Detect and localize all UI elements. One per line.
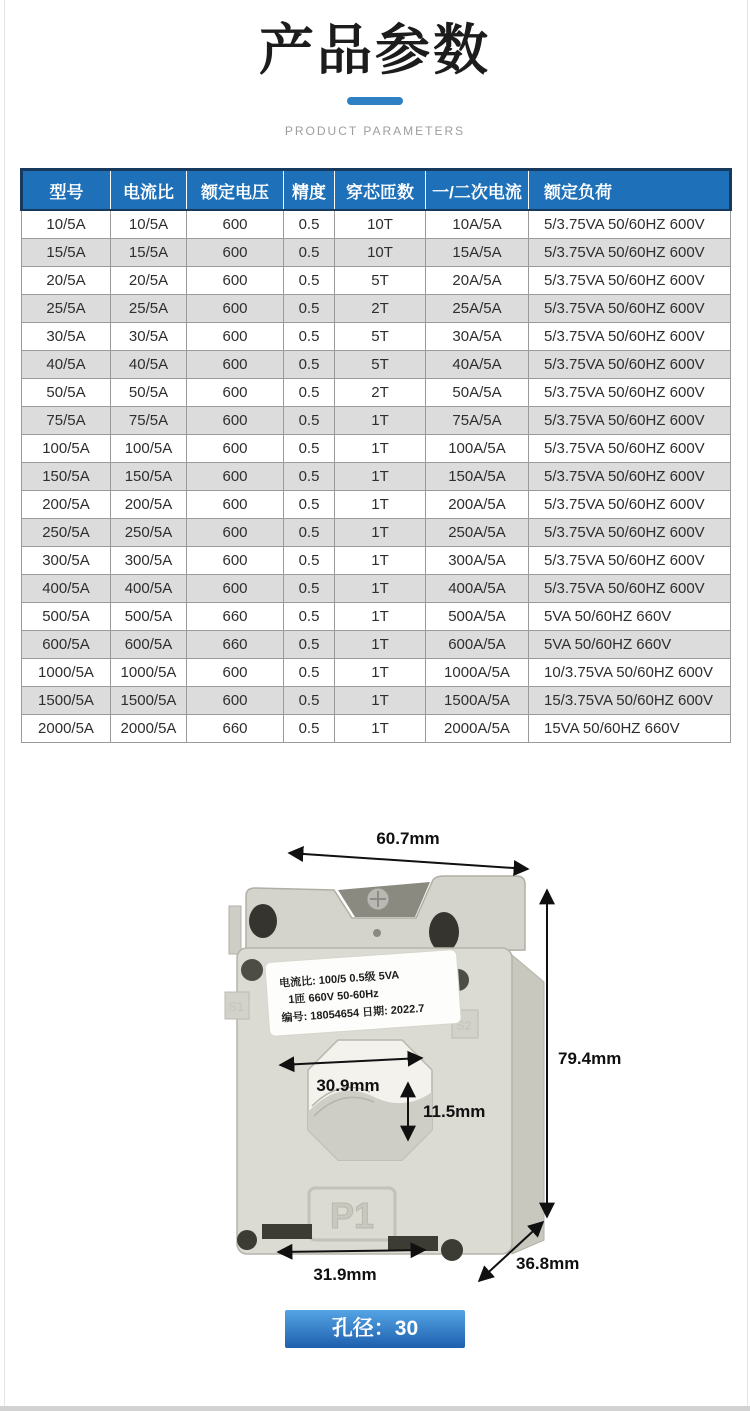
table-cell: 2T bbox=[335, 379, 426, 407]
page-subtitle: PRODUCT PARAMETERS bbox=[284, 124, 466, 138]
table-cell: 1T bbox=[335, 603, 426, 631]
table-cell: 0.5 bbox=[284, 519, 335, 547]
table-cell: 600 bbox=[187, 519, 284, 547]
table-cell: 40A/5A bbox=[426, 351, 529, 379]
table-cell: 250A/5A bbox=[426, 519, 529, 547]
table-cell: 5/3.75VA 50/60HZ 600V bbox=[529, 547, 731, 575]
table-cell: 1T bbox=[335, 491, 426, 519]
foot-hole-left bbox=[237, 1230, 257, 1250]
title-underline bbox=[347, 97, 403, 105]
table-cell: 5/3.75VA 50/60HZ 600V bbox=[529, 295, 731, 323]
table-cell: 600 bbox=[187, 407, 284, 435]
table-cell: 0.5 bbox=[284, 547, 335, 575]
table-cell: 10T bbox=[335, 239, 426, 267]
table-cell: 200/5A bbox=[111, 491, 187, 519]
table-cell: 50/5A bbox=[22, 379, 111, 407]
table-cell: 1000/5A bbox=[111, 659, 187, 687]
table-cell: 50A/5A bbox=[426, 379, 529, 407]
table-row bbox=[22, 575, 731, 603]
table-cell: 500A/5A bbox=[426, 603, 529, 631]
table-cell: 10/3.75VA 50/60HZ 600V bbox=[529, 659, 731, 687]
table-row bbox=[22, 631, 731, 659]
table-row bbox=[22, 687, 731, 715]
table-cell: 100/5A bbox=[111, 435, 187, 463]
table-cell: 400/5A bbox=[111, 575, 187, 603]
table-cell: 30/5A bbox=[111, 323, 187, 351]
table-cell: 10/5A bbox=[22, 210, 111, 239]
table-row bbox=[22, 547, 731, 575]
table-cell: 20A/5A bbox=[426, 267, 529, 295]
table-cell: 300/5A bbox=[22, 547, 111, 575]
aperture-badge: 孔径：30 bbox=[285, 1310, 465, 1348]
clamp-opening-right bbox=[429, 912, 459, 952]
table-row bbox=[22, 435, 731, 463]
table-cell: 20/5A bbox=[22, 267, 111, 295]
table-cell: 0.5 bbox=[284, 323, 335, 351]
table-cell: 0.5 bbox=[284, 659, 335, 687]
spec-table-container bbox=[20, 168, 729, 743]
table-cell: 1T bbox=[335, 715, 426, 743]
table-cell: 0.5 bbox=[284, 407, 335, 435]
table-cell: 5/3.75VA 50/60HZ 600V bbox=[529, 491, 731, 519]
arrow-width-top bbox=[289, 853, 528, 869]
table-row bbox=[22, 659, 731, 687]
table-cell: 660 bbox=[187, 631, 284, 659]
table-cell: 600 bbox=[187, 351, 284, 379]
side-tab-left bbox=[229, 906, 241, 954]
table-cell: 0.5 bbox=[284, 715, 335, 743]
table-cell: 200A/5A bbox=[426, 491, 529, 519]
dim-width-top: 60.7mm bbox=[376, 829, 440, 848]
table-cell: 5T bbox=[335, 267, 426, 295]
dim-height-right: 79.4mm bbox=[558, 1049, 622, 1068]
dim-bottom-width: 31.9mm bbox=[313, 1265, 377, 1284]
table-cell: 600/5A bbox=[111, 631, 187, 659]
table-cell: 1T bbox=[335, 463, 426, 491]
table-cell: 5/3.75VA 50/60HZ 600V bbox=[529, 379, 731, 407]
table-cell: 10A/5A bbox=[426, 210, 529, 239]
table-cell: 5/3.75VA 50/60HZ 600V bbox=[529, 575, 731, 603]
rating-label-line2: 1匝 660V 50-60Hz bbox=[287, 987, 380, 1007]
transformer-photo bbox=[225, 876, 544, 1261]
table-cell: 1500/5A bbox=[22, 687, 111, 715]
table-cell: 400/5A bbox=[22, 575, 111, 603]
table-cell: 20/5A bbox=[111, 267, 187, 295]
table-cell: 5VA 50/60HZ 660V bbox=[529, 603, 731, 631]
table-cell: 0.5 bbox=[284, 239, 335, 267]
table-cell: 1T bbox=[335, 435, 426, 463]
table-cell: 660 bbox=[187, 603, 284, 631]
table-cell: 1T bbox=[335, 687, 426, 715]
table-cell: 5VA 50/60HZ 660V bbox=[529, 631, 731, 659]
table-row bbox=[22, 463, 731, 491]
device-side-face bbox=[512, 955, 544, 1254]
table-cell: 600 bbox=[187, 210, 284, 239]
foot-hole-right bbox=[441, 1239, 463, 1261]
table-cell: 25/5A bbox=[22, 295, 111, 323]
table-cell: 0.5 bbox=[284, 491, 335, 519]
table-cell: 1500A/5A bbox=[426, 687, 529, 715]
table-cell: 600 bbox=[187, 575, 284, 603]
mount-hole-top-left bbox=[241, 959, 263, 981]
table-cell: 600/5A bbox=[22, 631, 111, 659]
table-cell: 600 bbox=[187, 547, 284, 575]
table-cell: 0.5 bbox=[284, 210, 335, 239]
table-cell: 50/5A bbox=[111, 379, 187, 407]
table-cell: 10/5A bbox=[111, 210, 187, 239]
table-cell: 1T bbox=[335, 659, 426, 687]
table-cell: 2T bbox=[335, 295, 426, 323]
p1-marking: P1 bbox=[330, 1195, 375, 1236]
table-cell: 600 bbox=[187, 323, 284, 351]
table-cell: 1T bbox=[335, 631, 426, 659]
table-cell: 30/5A bbox=[22, 323, 111, 351]
table-cell: 600 bbox=[187, 687, 284, 715]
table-cell: 15A/5A bbox=[426, 239, 529, 267]
table-cell: 40/5A bbox=[22, 351, 111, 379]
device-rating-label bbox=[265, 949, 462, 1036]
table-row bbox=[22, 351, 731, 379]
table-cell: 600 bbox=[187, 435, 284, 463]
table-cell: 2000/5A bbox=[22, 715, 111, 743]
product-figure bbox=[0, 820, 750, 1290]
table-cell: 15/5A bbox=[111, 239, 187, 267]
dim-bore-width: 30.9mm bbox=[316, 1076, 380, 1095]
table-cell: 600A/5A bbox=[426, 631, 529, 659]
page-title: 产品参数 bbox=[258, 19, 491, 81]
table-cell: 40/5A bbox=[111, 351, 187, 379]
column-header: 穿芯匝数 bbox=[335, 170, 426, 211]
dim-bore-gap: 11.5mm bbox=[423, 1102, 486, 1121]
table-cell: 0.5 bbox=[284, 631, 335, 659]
table-row bbox=[22, 519, 731, 547]
clamp-hole bbox=[373, 929, 381, 937]
table-row bbox=[22, 239, 731, 267]
table-cell: 600 bbox=[187, 267, 284, 295]
table-cell: 1500/5A bbox=[111, 687, 187, 715]
table-cell: 400A/5A bbox=[426, 575, 529, 603]
table-cell: 2000A/5A bbox=[426, 715, 529, 743]
table-cell: 25A/5A bbox=[426, 295, 529, 323]
table-cell: 5/3.75VA 50/60HZ 600V bbox=[529, 323, 731, 351]
table-cell: 600 bbox=[187, 659, 284, 687]
column-header: 额定电压 bbox=[187, 170, 284, 211]
table-row bbox=[22, 603, 731, 631]
table-cell: 1T bbox=[335, 407, 426, 435]
bottom-slot-left bbox=[262, 1224, 312, 1239]
table-cell: 100/5A bbox=[22, 435, 111, 463]
s2-marking: S2 bbox=[456, 1018, 472, 1033]
table-cell: 75A/5A bbox=[426, 407, 529, 435]
table-cell: 600 bbox=[187, 463, 284, 491]
table-row bbox=[22, 407, 731, 435]
table-cell: 300/5A bbox=[111, 547, 187, 575]
header-row bbox=[22, 170, 731, 211]
table-cell: 5/3.75VA 50/60HZ 600V bbox=[529, 239, 731, 267]
table-cell: 5T bbox=[335, 323, 426, 351]
table-cell: 600 bbox=[187, 491, 284, 519]
table-row bbox=[22, 295, 731, 323]
table-row bbox=[22, 323, 731, 351]
spec-table-body bbox=[22, 210, 731, 743]
table-cell: 75/5A bbox=[22, 407, 111, 435]
table-cell: 0.5 bbox=[284, 463, 335, 491]
table-cell: 200/5A bbox=[22, 491, 111, 519]
column-header: 一/二次电流 bbox=[426, 170, 529, 211]
table-cell: 150A/5A bbox=[426, 463, 529, 491]
spec-table bbox=[20, 168, 732, 743]
table-cell: 100A/5A bbox=[426, 435, 529, 463]
column-header: 额定负荷 bbox=[529, 170, 731, 211]
clamp-opening-left bbox=[249, 904, 277, 938]
table-cell: 5/3.75VA 50/60HZ 600V bbox=[529, 407, 731, 435]
table-cell: 5/3.75VA 50/60HZ 600V bbox=[529, 435, 731, 463]
table-cell: 15VA 50/60HZ 660V bbox=[529, 715, 731, 743]
table-cell: 500/5A bbox=[22, 603, 111, 631]
table-row bbox=[22, 491, 731, 519]
table-cell: 1T bbox=[335, 519, 426, 547]
table-cell: 500/5A bbox=[111, 603, 187, 631]
table-cell: 1T bbox=[335, 575, 426, 603]
table-row bbox=[22, 715, 731, 743]
table-cell: 0.5 bbox=[284, 575, 335, 603]
table-cell: 0.5 bbox=[284, 435, 335, 463]
table-cell: 1000/5A bbox=[22, 659, 111, 687]
table-cell: 0.5 bbox=[284, 379, 335, 407]
table-cell: 600 bbox=[187, 239, 284, 267]
rating-label-line3: 编号: 18054654 日期: 2022.7 bbox=[281, 1002, 425, 1025]
table-cell: 600 bbox=[187, 379, 284, 407]
dim-depth: 36.8mm bbox=[516, 1254, 580, 1273]
table-cell: 150/5A bbox=[111, 463, 187, 491]
table-row bbox=[22, 379, 731, 407]
table-cell: 5T bbox=[335, 351, 426, 379]
table-cell: 250/5A bbox=[111, 519, 187, 547]
table-cell: 150/5A bbox=[22, 463, 111, 491]
table-cell: 1000A/5A bbox=[426, 659, 529, 687]
table-cell: 15/5A bbox=[22, 239, 111, 267]
s1-marking: S1 bbox=[228, 999, 244, 1014]
table-cell: 0.5 bbox=[284, 603, 335, 631]
page-bottom-divider bbox=[0, 1406, 750, 1411]
table-cell: 5/3.75VA 50/60HZ 600V bbox=[529, 519, 731, 547]
table-row bbox=[22, 267, 731, 295]
table-cell: 0.5 bbox=[284, 351, 335, 379]
table-cell: 5/3.75VA 50/60HZ 600V bbox=[529, 267, 731, 295]
table-cell: 2000/5A bbox=[111, 715, 187, 743]
table-cell: 30A/5A bbox=[426, 323, 529, 351]
column-header: 型号 bbox=[22, 170, 111, 211]
table-row bbox=[22, 210, 731, 239]
column-header: 电流比 bbox=[111, 170, 187, 211]
table-cell: 0.5 bbox=[284, 295, 335, 323]
column-header: 精度 bbox=[284, 170, 335, 211]
table-cell: 25/5A bbox=[111, 295, 187, 323]
table-cell: 5/3.75VA 50/60HZ 600V bbox=[529, 463, 731, 491]
table-cell: 75/5A bbox=[111, 407, 187, 435]
table-cell: 300A/5A bbox=[426, 547, 529, 575]
bottom-slot-right bbox=[388, 1236, 438, 1251]
table-cell: 15/3.75VA 50/60HZ 600V bbox=[529, 687, 731, 715]
table-cell: 600 bbox=[187, 295, 284, 323]
table-cell: 5/3.75VA 50/60HZ 600V bbox=[529, 351, 731, 379]
table-cell: 5/3.75VA 50/60HZ 600V bbox=[529, 210, 731, 239]
table-cell: 660 bbox=[187, 715, 284, 743]
table-cell: 1T bbox=[335, 547, 426, 575]
rating-label-line1: 电流比: 100/5 0.5级 5VA bbox=[278, 969, 400, 990]
table-cell: 250/5A bbox=[22, 519, 111, 547]
table-cell: 0.5 bbox=[284, 267, 335, 295]
table-cell: 0.5 bbox=[284, 687, 335, 715]
table-cell: 10T bbox=[335, 210, 426, 239]
spec-table-head bbox=[22, 170, 731, 211]
